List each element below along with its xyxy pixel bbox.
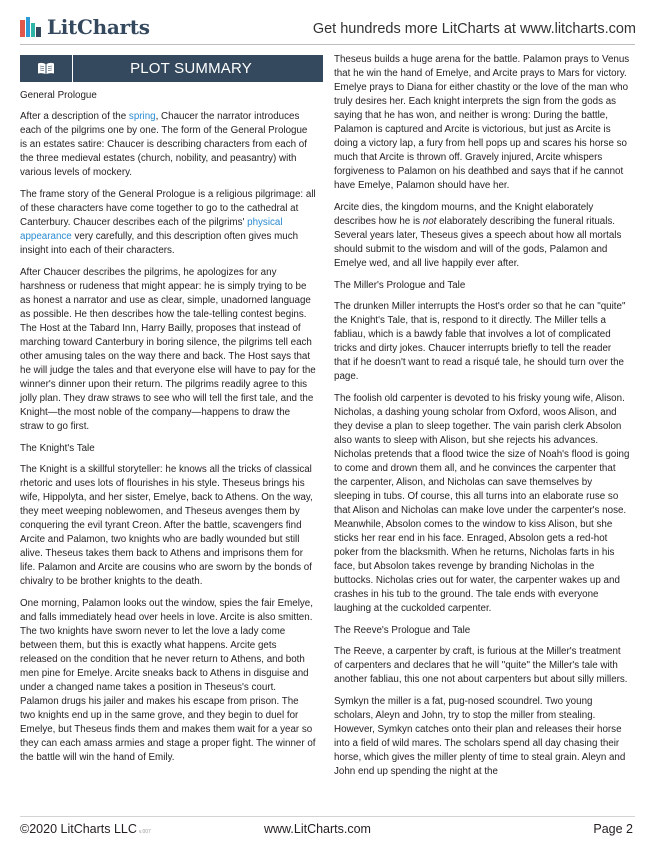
version-label: v.007 bbox=[138, 829, 151, 835]
header-divider bbox=[20, 44, 635, 45]
text-run: After a description of the bbox=[20, 111, 129, 122]
right-column bbox=[334, 53, 630, 787]
text-run: Arcite dies, the kingdom mourns, and the Knight elaborately describes how he is bbox=[334, 202, 594, 227]
paragraph: The drunken Miller interrupts the Host's order so that he can "quite" the Knight's Tale, that is, respond to it directly. The Miller tells a fabliau, which is a bawdy fable that involves a lot of complicated tricks and dirty jokes. Chaucer interrupts briefly to tell the reader that if he doesn't want to read a risqué tale, he should turn over the page. bbox=[334, 301, 626, 382]
section-heading-knights-tale: The Knight's Tale bbox=[20, 443, 95, 454]
paragraph bbox=[334, 201, 630, 271]
text-run: The frame story of the General Prologue is a religious pilgrimage: all of these characters have come together to go to the cathedral at Canterbury. Chaucer describes each of the pilgrims' bbox=[20, 189, 316, 228]
page-number: Page 2 bbox=[593, 822, 633, 836]
open-book-icon bbox=[37, 62, 55, 75]
paragraph: Theseus builds a huge arena for the battle. Palamon prays to Venus that he win the hand of Emelye, and Arcite prays to Mars for victory. Emelye prays to Diana for either chastity or the love of the man who truly desires her. Each knight interprets the sign from the gods as saying that he has won, and neither is wrong: During the battle, Palamon is captured and Arcite is victorious, but just as Arcite is doing a victory lap, a fury from hell pops up and scares his horse so much that Arcite is thrown off. Gravely injured, Arcite whispers forgiveness to Palamon on his deathbed and says that if he cannot have Emelye, Palamon should have her. bbox=[334, 54, 630, 191]
copyright-text: ©2020 LitCharts LLC bbox=[20, 822, 137, 836]
banner-icon-box bbox=[20, 55, 73, 82]
paragraph: After Chaucer describes the pilgrims, he apologizes for any harshness or rudeness that might appear: he is simply trying to be as honest a narrator and use as clear, simple, unadorned language as possible. He then describes how the tale-telling contest begins. The Host at the Tabard Inn, Harry Bailly, proposes that instead of marching toward Canterbury in boring silence, the pilgrims tell each other amusing tales on the way there and back. The Host says that he will judge the tales and that everyone else will have to pay for the winner's dinner upon their return. The pilgrims readily agree to this jolly plan. They draw straws to see who will tell the first tale, and the Knight—the most noble of the company—happens to draw the straw to go first. bbox=[20, 267, 316, 432]
link-spring[interactable]: spring bbox=[128, 111, 156, 122]
paragraph: Symkyn the miller is a fat, pug-nosed scoundrel. Two young scholars, Aleyn and John, try to stop the miller from stealing. However, Symkyn catches onto their plan and releases their horse into a field of wild mares. The scholars spend all day chasing their horse, which gives the miller plenty of time to steal grain. Aleyn and John end up spending the night at the bbox=[334, 696, 626, 777]
banner-title: PLOT SUMMARY bbox=[130, 60, 252, 77]
text-run: , Chaucer the narrator introduces each of the pilgrims one by one. The form of the General Prologue is an estates satire: Chaucer is describing characters from each of the three medieval estates (church, nobility, and peasantry) with various levels of mockery. bbox=[20, 111, 308, 178]
text-run: very carefully, and this description often gives much insight into each of their characters. bbox=[20, 231, 299, 256]
paragraph: The Knight is a skillful storyteller: he knows all the tricks of classical rhetoric and uses lots of flourishes in his style. Theseus brings his wife, Hippolyta, and her sister, Emelye, back to Athens. On the way, they meet weeping noblewomen, and Theseus avenges them by conquering the evil tyrant Creon. After the battle, scavengers find Arcite and Palamon, two knights who are badly wounded but still alive. Theseus takes them back to Athens and imprisons them for life. Palamon and Arcite are cousins who are sworn by the bonds of chivalry to be brother knights to the death. bbox=[20, 464, 313, 587]
footer-site-link[interactable]: www.LitCharts.com bbox=[264, 822, 371, 836]
paragraph: The foolish old carpenter is devoted to his frisky young wife, Alison. Nicholas, a dashing young scholar from Oxford, woos Alison, and they devise a plan to sleep together. The vain parish clerk Absolon also wants to sleep with Alison, but she rejects his advances. Nicholas pretends that a flood twice the size of Noah's flood is going to come and drown them all, and he convinces the carpenter that the carpenter, Alison, and Nicholas can save themselves by sleeping in tubs. Of course, this all turns into an elaborate ruse so that Alison and Nicholas can make love under the carpenter's nose. Meanwhile, Absolon comes to the window to kiss Alison, but she sticks her rear end in his face. Enraged, Absolon gets a red-hot poker from the blacksmith. When he returns, Nicholas farts in his face, but Absolon takes revenge by branding Nicholas in the buttocks. Nicholas cries out for water, the carpenter wakes up and crashes in his tub to the ground. The tale ends with everyone laughing at the cuckolded carpenter. bbox=[334, 393, 630, 614]
page-header bbox=[0, 0, 655, 50]
section-heading-general-prologue: General Prologue bbox=[20, 90, 97, 101]
link-physical-appearance[interactable]: physical appearance bbox=[20, 217, 283, 242]
section-heading-millers-tale: The Miller's Prologue and Tale bbox=[334, 280, 466, 291]
paragraph: One morning, Palamon looks out the window, spies the fair Emelye, and falls immediately head over heels in love. Arcite is also smitten. The two knights have sworn never to let the love a lady come between them, but this is exactly what happens. Arcite gets released on the condition that he never return to Athens, and both men pine for Emelye. Arcite sneaks back to Athens in disguise and under a changed name takes a position in Theseus's court. Palamon drugs his jailer and makes his escape from prison. The two knights end up in the same grove, and they begin to duel for Emelye, but Theseus finds them and makes them wait for a year so they can each amass armies and stage a proper fight. The winner of the battle will win the hand of Emily. bbox=[20, 598, 316, 763]
paragraph: The Reeve, a carpenter by craft, is furious at the Miller's treatment of carpenters and declares that he will "quite" the Miller's tale with another fabliau, this one not about carpenters but about silly millers. bbox=[334, 646, 628, 685]
litcharts-logo-icon bbox=[20, 17, 42, 37]
section-heading-reeves-tale: The Reeve's Prologue and Tale bbox=[334, 625, 471, 636]
section-banner bbox=[20, 55, 323, 82]
footer-divider bbox=[20, 816, 635, 817]
left-column bbox=[20, 89, 316, 773]
emphasis-not: not bbox=[422, 216, 437, 227]
logo-text: LitCharts bbox=[47, 15, 150, 39]
paragraph bbox=[20, 110, 316, 180]
litcharts-logo[interactable] bbox=[20, 15, 150, 39]
copyright bbox=[20, 822, 151, 836]
page-footer bbox=[20, 822, 635, 840]
paragraph bbox=[20, 188, 316, 258]
header-tagline[interactable]: Get hundreds more LitCharts at www.litcharts.com bbox=[312, 21, 636, 37]
text-run: elaborately describing the funeral rituals. Several years later, Theseus gives a speech about how all mortals should submit to the wisdom and will of the gods, Palamon and Emelye wed, and all live happily ever after. bbox=[334, 216, 622, 269]
